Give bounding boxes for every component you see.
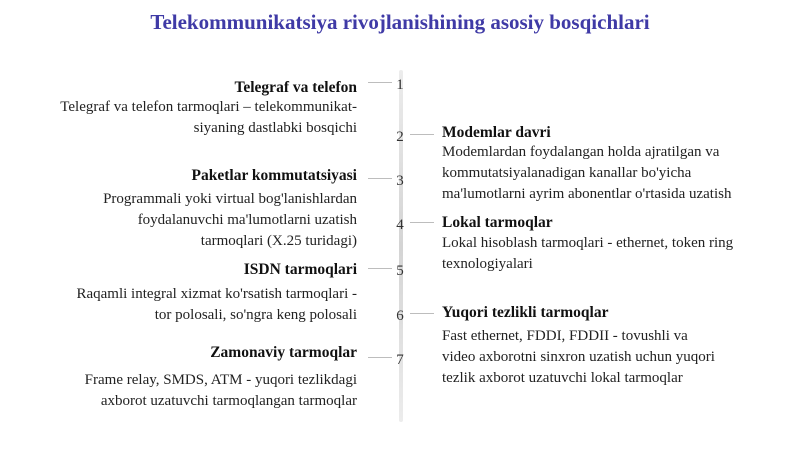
timeline-axis: [399, 70, 403, 422]
page-title: Telekommunikatsiya rivojlanishining asosiy bosqichlari: [150, 10, 650, 34]
stage-heading: Zamonaviy tarmoqlar: [210, 344, 357, 361]
stage-number: 4: [396, 217, 404, 233]
stage-description: Modemlardan foydalangan holda ajratilgan va kommutatsiyalanadigan kanallar bo'yicha ma'lumotlarni ayrim abonentlar o'rtasida uzatish: [442, 144, 732, 202]
stage-heading: Lokal tarmoqlar: [442, 214, 553, 231]
timeline-tick: [410, 313, 434, 314]
stage-number: 3: [396, 173, 404, 189]
stage-number: 7: [396, 352, 404, 368]
stage-heading: Modemlar davri: [442, 124, 551, 141]
timeline-tick: [368, 357, 392, 358]
stage-number: 2: [396, 129, 404, 145]
stage-description: Fast ethernet, FDDI, FDDII - tovushli va video axborotni sinxron uzatish uchun yuqori tezlik axborot uzatuvchi lokal tarmoqlar: [442, 328, 715, 386]
timeline-tick: [368, 82, 392, 83]
timeline-tick: [410, 134, 434, 135]
timeline-tick: [410, 222, 434, 223]
stage-description: Programmali yoki virtual bog'lanishlardan foydalanuvchi ma'lumotlarni uzatish tarmoqlari (X.25 turidagi): [103, 191, 357, 249]
stage-heading: Telegraf va telefon: [234, 79, 357, 96]
stage-description: Lokal hisoblash tarmoqlari - ethernet, token ring texnologiyalari: [442, 235, 734, 272]
timeline-tick: [368, 268, 392, 269]
stage-heading: Yuqori tezlikli tarmoqlar: [442, 304, 609, 321]
stage-description: Telegraf va telefon tarmoqlari – telekommunikat- siyaning dastlabki bosqichi: [60, 99, 357, 136]
stage-number: 1: [396, 77, 404, 93]
timeline-tick: [368, 178, 392, 179]
stage-number: 6: [396, 308, 404, 324]
stage-number: 5: [396, 263, 404, 279]
stage-heading: ISDN tarmoqlari: [243, 261, 357, 278]
stage-description: Raqamli integral xizmat ko'rsatish tarmoqlari - tor polosali, so'ngra keng polosali: [76, 286, 357, 323]
stage-heading: Paketlar kommutatsiyasi: [191, 167, 357, 184]
stage-description: Frame relay, SMDS, ATM - yuqori tezlikdagi axborot uzatuvchi tarmoqlangan tarmoqlar: [84, 372, 357, 409]
